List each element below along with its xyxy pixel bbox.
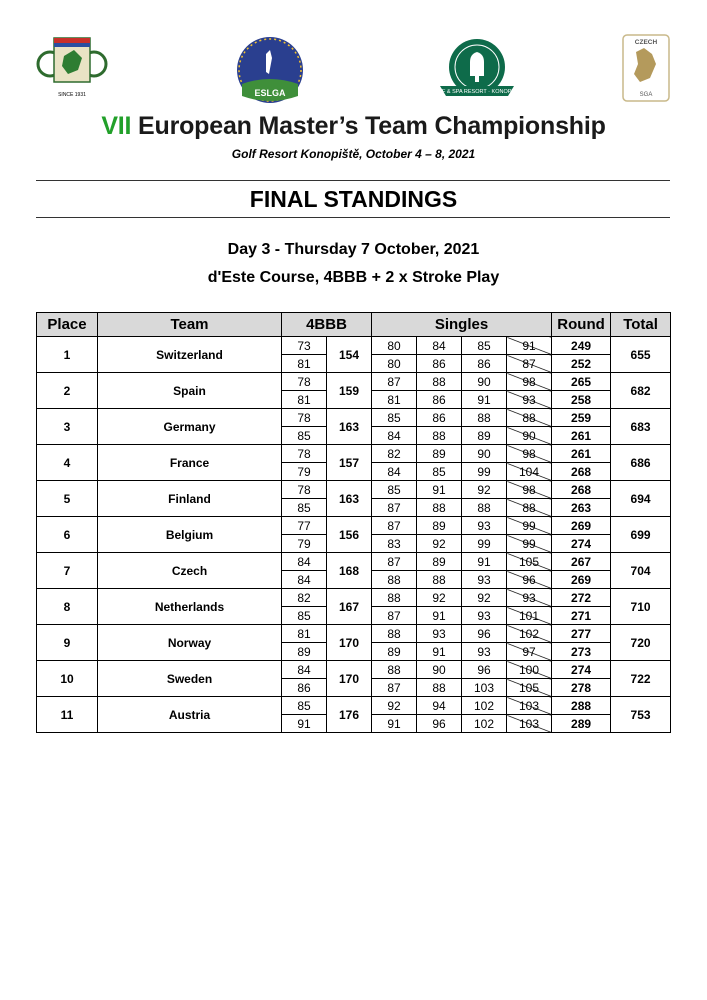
bbb-score-cell: 85 <box>282 697 327 715</box>
bbb-score-cell: 85 <box>282 499 327 517</box>
bbb-score-cell: 82 <box>282 589 327 607</box>
round-total-cell: 269 <box>552 517 611 535</box>
single-score-cell: 92 <box>417 535 462 553</box>
bbb-score-cell: 81 <box>282 625 327 643</box>
bbb-score-cell: 85 <box>282 427 327 445</box>
single-score-cell: 88 <box>417 373 462 391</box>
place-cell: 9 <box>37 625 98 661</box>
single-score-cell: 84 <box>417 337 462 355</box>
team-cell: France <box>98 445 282 481</box>
team-cell: Switzerland <box>98 337 282 373</box>
dropped-score-cell: 99 <box>507 517 552 535</box>
course-heading: d'Este Course, 4BBB + 2 x Stroke Play <box>207 269 500 286</box>
single-score-cell: 87 <box>372 373 417 391</box>
team-cell: Finland <box>98 481 282 517</box>
round-total-cell: 271 <box>552 607 611 625</box>
single-score-cell: 89 <box>417 517 462 535</box>
round-total-cell: 259 <box>552 409 611 427</box>
divider-top <box>36 180 670 181</box>
single-score-cell: 102 <box>462 697 507 715</box>
svg-text:ESLGA: ESLGA <box>254 88 286 98</box>
title-accent: VII <box>101 112 132 140</box>
dropped-score-cell: 98 <box>507 481 552 499</box>
round-total-cell: 263 <box>552 499 611 517</box>
single-score-cell: 84 <box>372 427 417 445</box>
table-row <box>37 337 671 355</box>
round-total-cell: 252 <box>552 355 611 373</box>
bbb-sum-cell: 163 <box>327 481 372 517</box>
bbb-sum-cell: 168 <box>327 553 372 589</box>
single-score-cell: 84 <box>372 463 417 481</box>
svg-text:SINCE 1931: SINCE 1931 <box>58 92 86 98</box>
single-score-cell: 99 <box>462 463 507 481</box>
single-score-cell: 80 <box>372 355 417 373</box>
svg-text:SGA: SGA <box>639 92 653 98</box>
dropped-score-cell: 88 <box>507 499 552 517</box>
dropped-score-cell: 99 <box>507 535 552 553</box>
bbb-sum-cell: 154 <box>327 337 372 373</box>
bbb-sum-cell: 167 <box>327 589 372 625</box>
round-total-cell: 274 <box>552 535 611 553</box>
single-score-cell: 93 <box>417 625 462 643</box>
round-total-cell: 258 <box>552 391 611 409</box>
konopiste-resort-logo <box>432 36 522 102</box>
single-score-cell: 103 <box>462 679 507 697</box>
single-score-cell: 91 <box>372 715 417 733</box>
team-cell: Austria <box>98 697 282 733</box>
dropped-score-cell: 88 <box>507 409 552 427</box>
round-total-cell: 261 <box>552 445 611 463</box>
place-cell: 5 <box>37 481 98 517</box>
table-row <box>37 445 671 463</box>
single-score-cell: 92 <box>372 697 417 715</box>
table-row <box>37 409 671 427</box>
dropped-score-cell: 101 <box>507 607 552 625</box>
single-score-cell: 92 <box>462 589 507 607</box>
header-total: Total <box>611 313 671 337</box>
single-score-cell: 88 <box>372 589 417 607</box>
single-score-cell: 87 <box>372 679 417 697</box>
round-total-cell: 267 <box>552 553 611 571</box>
team-cell: Belgium <box>98 517 282 553</box>
single-score-cell: 93 <box>462 517 507 535</box>
table-row <box>37 661 671 679</box>
title-main: European Master’s Team Championship <box>131 112 606 140</box>
team-cell: Sweden <box>98 661 282 697</box>
bbb-sum-cell: 170 <box>327 625 372 661</box>
single-score-cell: 92 <box>462 481 507 499</box>
svg-text:GOLF & SPA RESORT · KONOPIŠTĚ: GOLF & SPA RESORT · KONOPIŠTĚ <box>432 89 522 95</box>
dropped-score-cell: 100 <box>507 661 552 679</box>
single-score-cell: 85 <box>417 463 462 481</box>
single-score-cell: 88 <box>417 427 462 445</box>
page-title <box>0 112 707 141</box>
round-total-cell: 288 <box>552 697 611 715</box>
bbb-score-cell: 77 <box>282 517 327 535</box>
bbb-sum-cell: 170 <box>327 661 372 697</box>
team-total-cell: 720 <box>611 625 671 661</box>
single-score-cell: 86 <box>417 409 462 427</box>
dropped-score-cell: 93 <box>507 391 552 409</box>
single-score-cell: 90 <box>462 445 507 463</box>
team-total-cell: 694 <box>611 481 671 517</box>
single-score-cell: 86 <box>417 391 462 409</box>
round-total-cell: 289 <box>552 715 611 733</box>
team-total-cell: 753 <box>611 697 671 733</box>
bbb-score-cell: 84 <box>282 553 327 571</box>
single-score-cell: 87 <box>372 517 417 535</box>
table-row <box>37 481 671 499</box>
single-score-cell: 93 <box>462 607 507 625</box>
bbb-sum-cell: 163 <box>327 409 372 445</box>
single-score-cell: 89 <box>417 445 462 463</box>
round-total-cell: 261 <box>552 427 611 445</box>
bbb-score-cell: 85 <box>282 607 327 625</box>
single-score-cell: 96 <box>462 625 507 643</box>
single-score-cell: 88 <box>372 625 417 643</box>
single-score-cell: 88 <box>417 499 462 517</box>
single-score-cell: 91 <box>417 607 462 625</box>
bbb-score-cell: 79 <box>282 535 327 553</box>
dropped-score-cell: 103 <box>507 715 552 733</box>
single-score-cell: 91 <box>462 553 507 571</box>
team-total-cell: 682 <box>611 373 671 409</box>
table-row <box>37 697 671 715</box>
dropped-score-cell: 98 <box>507 373 552 391</box>
single-score-cell: 80 <box>372 337 417 355</box>
dropped-score-cell: 97 <box>507 643 552 661</box>
single-score-cell: 86 <box>417 355 462 373</box>
table-row <box>37 517 671 535</box>
dropped-score-cell: 91 <box>507 337 552 355</box>
table-row <box>37 373 671 391</box>
place-cell: 1 <box>37 337 98 373</box>
round-total-cell: 273 <box>552 643 611 661</box>
team-cell: Czech <box>98 553 282 589</box>
team-total-cell: 710 <box>611 589 671 625</box>
dropped-score-cell: 104 <box>507 463 552 481</box>
team-cell: Germany <box>98 409 282 445</box>
bbb-score-cell: 86 <box>282 679 327 697</box>
final-standings-heading: FINAL STANDINGS <box>249 186 458 212</box>
single-score-cell: 91 <box>417 643 462 661</box>
bbb-sum-cell: 176 <box>327 697 372 733</box>
round-total-cell: 277 <box>552 625 611 643</box>
single-score-cell: 92 <box>417 589 462 607</box>
dropped-score-cell: 87 <box>507 355 552 373</box>
team-total-cell: 655 <box>611 337 671 373</box>
czech-golf-federation-logo <box>36 36 108 100</box>
single-score-cell: 99 <box>462 535 507 553</box>
single-score-cell: 87 <box>372 499 417 517</box>
round-total-cell: 269 <box>552 571 611 589</box>
bbb-sum-cell: 156 <box>327 517 372 553</box>
place-cell: 7 <box>37 553 98 589</box>
single-score-cell: 88 <box>417 679 462 697</box>
bbb-score-cell: 81 <box>282 391 327 409</box>
single-score-cell: 87 <box>372 553 417 571</box>
standings-table <box>36 312 671 733</box>
dropped-score-cell: 90 <box>507 427 552 445</box>
table-header-row <box>37 313 671 337</box>
round-total-cell: 274 <box>552 661 611 679</box>
round-total-cell: 272 <box>552 589 611 607</box>
dropped-score-cell: 98 <box>507 445 552 463</box>
svg-text:CZECH: CZECH <box>634 39 658 46</box>
header-round: Round <box>552 313 611 337</box>
header-team: Team <box>98 313 282 337</box>
team-total-cell: 722 <box>611 661 671 697</box>
team-total-cell: 704 <box>611 553 671 589</box>
bbb-score-cell: 79 <box>282 463 327 481</box>
team-total-cell: 683 <box>611 409 671 445</box>
bbb-score-cell: 84 <box>282 571 327 589</box>
dropped-score-cell: 96 <box>507 571 552 589</box>
round-total-cell: 268 <box>552 463 611 481</box>
czech-sga-logo <box>622 34 670 102</box>
single-score-cell: 91 <box>417 481 462 499</box>
team-total-cell: 699 <box>611 517 671 553</box>
table-row <box>37 625 671 643</box>
bbb-sum-cell: 157 <box>327 445 372 481</box>
header-4bbb: 4BBB <box>282 313 372 337</box>
single-score-cell: 96 <box>462 661 507 679</box>
bbb-score-cell: 78 <box>282 409 327 427</box>
single-score-cell: 91 <box>462 391 507 409</box>
bbb-score-cell: 78 <box>282 481 327 499</box>
place-cell: 4 <box>37 445 98 481</box>
event-subtitle: Golf Resort Konopiště, October 4 – 8, 2021 <box>231 147 476 161</box>
eslga-logo <box>236 36 304 104</box>
team-total-cell: 686 <box>611 445 671 481</box>
place-cell: 3 <box>37 409 98 445</box>
bbb-score-cell: 91 <box>282 715 327 733</box>
bbb-score-cell: 73 <box>282 337 327 355</box>
round-total-cell: 278 <box>552 679 611 697</box>
round-total-cell: 265 <box>552 373 611 391</box>
place-cell: 2 <box>37 373 98 409</box>
single-score-cell: 88 <box>372 571 417 589</box>
single-score-cell: 88 <box>417 571 462 589</box>
single-score-cell: 89 <box>462 427 507 445</box>
round-total-cell: 268 <box>552 481 611 499</box>
single-score-cell: 87 <box>372 607 417 625</box>
bbb-score-cell: 81 <box>282 355 327 373</box>
single-score-cell: 85 <box>462 337 507 355</box>
header-place: Place <box>37 313 98 337</box>
place-cell: 11 <box>37 697 98 733</box>
bbb-score-cell: 78 <box>282 373 327 391</box>
single-score-cell: 96 <box>417 715 462 733</box>
single-score-cell: 94 <box>417 697 462 715</box>
single-score-cell: 88 <box>372 661 417 679</box>
single-score-cell: 85 <box>372 481 417 499</box>
single-score-cell: 93 <box>462 643 507 661</box>
single-score-cell: 86 <box>462 355 507 373</box>
day-heading: Day 3 - Thursday 7 October, 2021 <box>227 241 480 258</box>
single-score-cell: 90 <box>417 661 462 679</box>
dropped-score-cell: 103 <box>507 697 552 715</box>
place-cell: 8 <box>37 589 98 625</box>
dropped-score-cell: 105 <box>507 679 552 697</box>
dropped-score-cell: 93 <box>507 589 552 607</box>
single-score-cell: 88 <box>462 499 507 517</box>
bbb-score-cell: 84 <box>282 661 327 679</box>
dropped-score-cell: 102 <box>507 625 552 643</box>
single-score-cell: 89 <box>417 553 462 571</box>
place-cell: 6 <box>37 517 98 553</box>
dropped-score-cell: 105 <box>507 553 552 571</box>
divider-bottom <box>36 217 670 218</box>
single-score-cell: 88 <box>462 409 507 427</box>
single-score-cell: 81 <box>372 391 417 409</box>
single-score-cell: 82 <box>372 445 417 463</box>
bbb-score-cell: 89 <box>282 643 327 661</box>
team-cell: Norway <box>98 625 282 661</box>
round-total-cell: 249 <box>552 337 611 355</box>
single-score-cell: 83 <box>372 535 417 553</box>
single-score-cell: 85 <box>372 409 417 427</box>
header-singles: Singles <box>372 313 552 337</box>
bbb-sum-cell: 159 <box>327 373 372 409</box>
single-score-cell: 90 <box>462 373 507 391</box>
standings-body <box>37 337 671 733</box>
single-score-cell: 102 <box>462 715 507 733</box>
bbb-score-cell: 78 <box>282 445 327 463</box>
place-cell: 10 <box>37 661 98 697</box>
single-score-cell: 89 <box>372 643 417 661</box>
team-cell: Netherlands <box>98 589 282 625</box>
single-score-cell: 93 <box>462 571 507 589</box>
table-row <box>37 589 671 607</box>
table-row <box>37 553 671 571</box>
team-cell: Spain <box>98 373 282 409</box>
